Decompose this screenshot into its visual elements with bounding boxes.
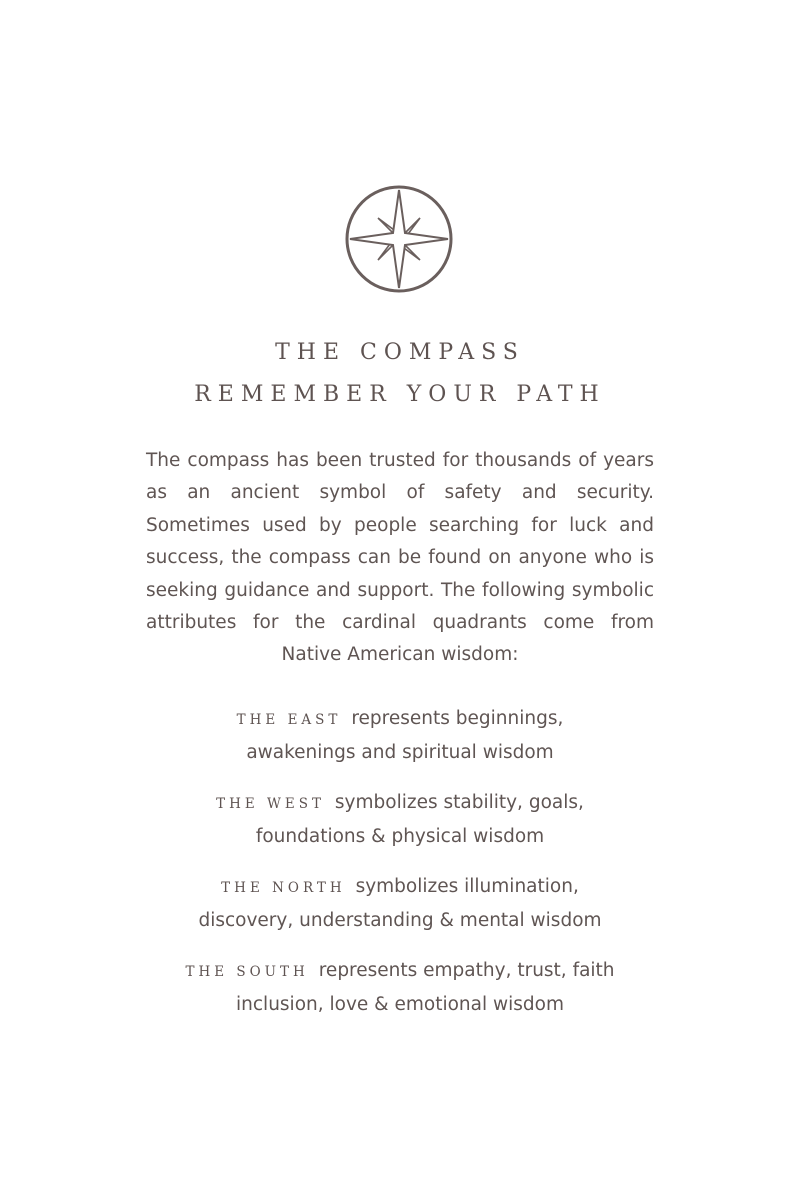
quadrant-label: THE SOUTH — [185, 964, 309, 980]
page-title: THE COMPASS — [275, 340, 525, 365]
quadrant-west — [100, 787, 700, 852]
quadrant-south — [100, 955, 700, 1020]
quadrant-text: foundations & physical wisdom — [255, 825, 545, 847]
quadrant-text: symbolizes illumination, — [355, 876, 579, 897]
quadrant-north — [100, 871, 700, 936]
quadrant-east — [100, 703, 700, 768]
quadrant-label: THE WEST — [216, 796, 326, 812]
page-subtitle: REMEMBER YOUR PATH — [194, 382, 606, 407]
quadrant-text: inclusion, love & emotional wisdom — [236, 993, 564, 1015]
quadrant-text: awakenings and spiritual wisdom — [246, 741, 554, 763]
quadrant-text: represents beginnings, — [351, 708, 564, 729]
intro-paragraph: The compass has been trusted for thousands of years as an ancient symbol of safety and security. Sometimes used by people searching for luck and success, the compass can be found on anyone who is seeking guidance and support. The following symbolic attributes for the cardinal quadrants come from Native American wisdom: — [146, 450, 654, 666]
quadrant-text: represents empathy, trust, faith — [318, 960, 615, 981]
quadrant-text: discovery, understanding & mental wisdom — [198, 909, 602, 931]
compass-star-icon — [344, 184, 454, 294]
quadrant-list — [100, 703, 700, 1039]
quadrant-label: THE NORTH — [221, 880, 346, 896]
quadrant-label: THE EAST — [236, 712, 342, 728]
quadrant-text: symbolizes stability, goals, — [334, 792, 584, 813]
